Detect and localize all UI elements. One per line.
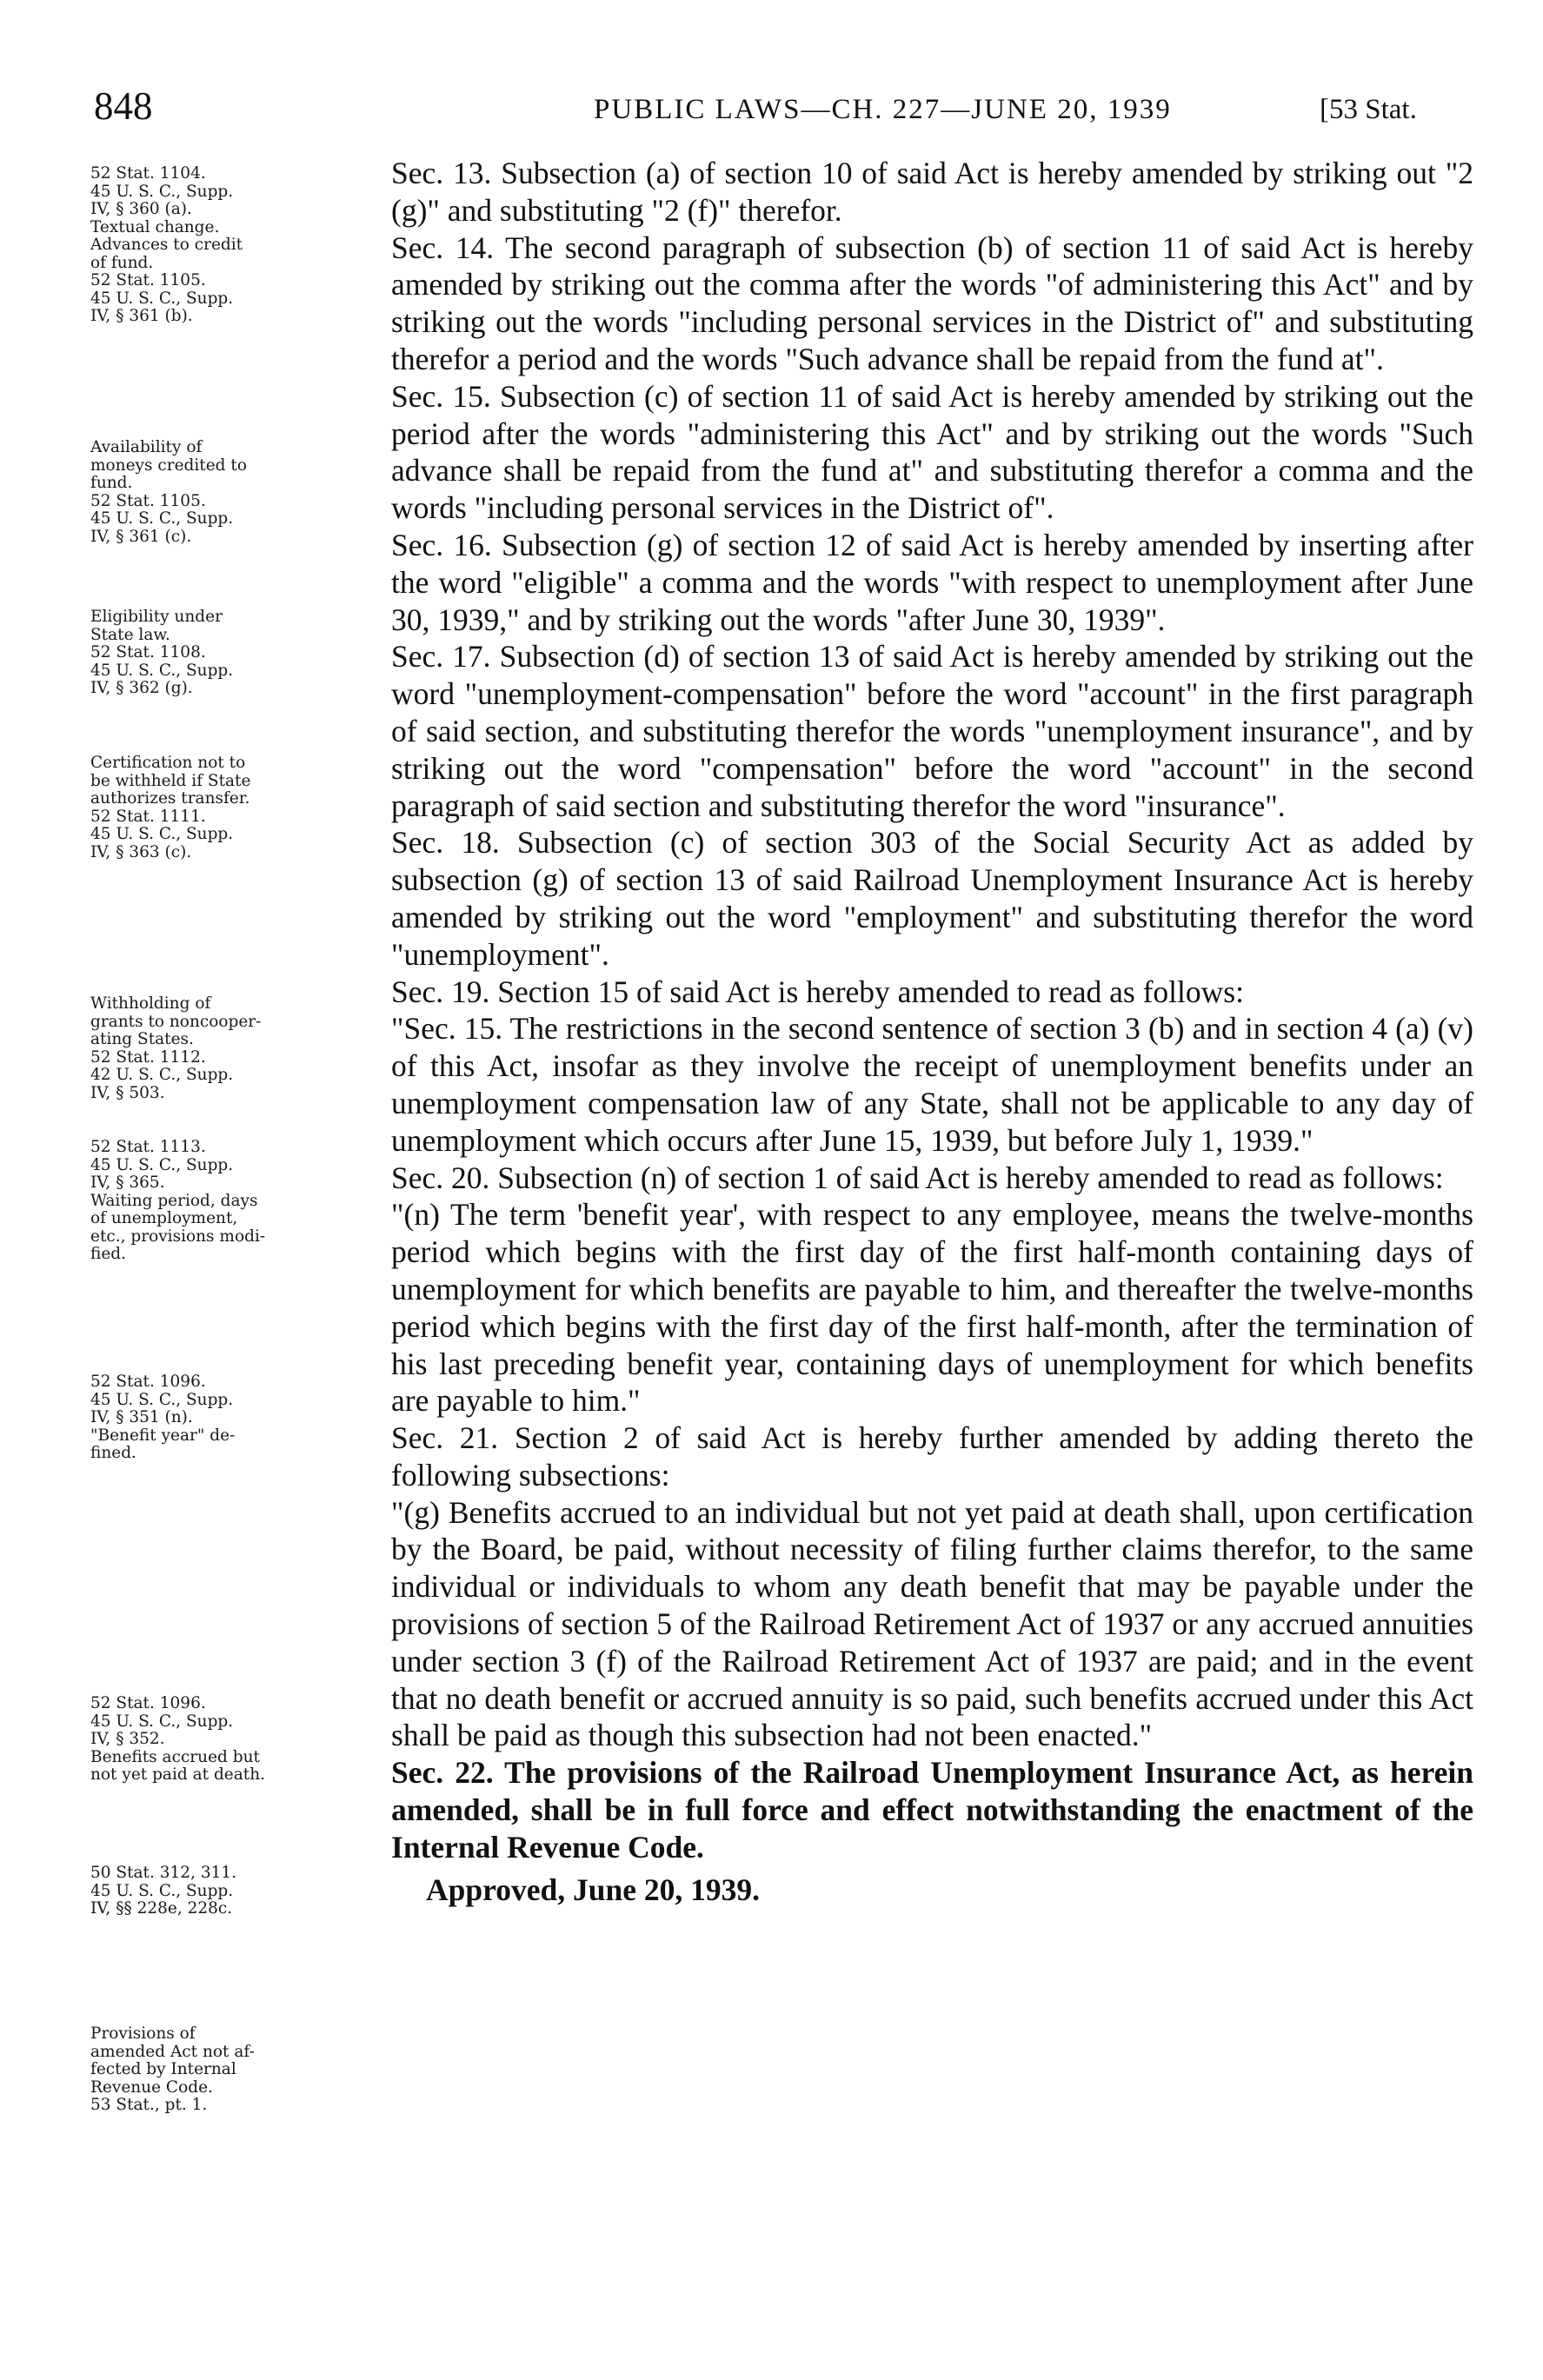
section-20-quote: "(n) The term 'benefit year', with respect to any employee, means the twelve-months period which begins with the first day of the first half-month containing days of unemployment for which benefits are payable to him, and thereafter the twelve-months period which begins with the first day of the first half-month, after the termination of his last preceding benefit year, containing days of unemployment for which benefits are payable to him." [391, 1197, 1473, 1419]
statute-body [391, 155, 1473, 1908]
margin-note: Certification not to be withheld if State authorizes transfer. 52 Stat. 1111. 45 U. S. C., Supp. IV, § 363 (c). [90, 754, 251, 861]
running-head-title: PUBLIC LAWS—CH. 227—JUNE 20, 1939 [594, 94, 1172, 125]
margin-note: 52 Stat. 1113. 45 U. S. C., Supp. IV, § 365. Waiting period, days of unemployment, etc., provisions modi- fied. [90, 1138, 266, 1263]
approval-line: Approved, June 20, 1939. [426, 1871, 760, 1907]
section-19: Sec. 19. Section 15 of said Act is hereby amended to read as follows: [391, 974, 1244, 1009]
section-14: Sec. 14. The second paragraph of subsection (b) of section 11 of said Act is hereby amended by striking out the comma after the words "of administering this Act" and by striking out the words "including personal services in the District of" and substituting therefor a period and the words "Such advance shall be repaid from the fund at". [391, 229, 1473, 376]
section-13: Sec. 13. Subsection (a) of section 10 of said Act is hereby amended by striking out "2 (g)" and substituting "2 (f)" therefor. [391, 156, 1473, 228]
section-18: Sec. 18. Subsection (c) of section 303 of the Social Security Act as added by subsection (g) of section 13 of said Railroad Unemployment Insurance Act is hereby amended by striking out the word "employment" and substituting therefor the word "unemployment". [391, 825, 1473, 972]
section-21: Sec. 21. Section 2 of said Act is hereby further amended by adding thereto the following subsections: [391, 1420, 1473, 1492]
section-17: Sec. 17. Subsection (d) of section 13 of said Act is hereby amended by striking out the word "unemployment-compensation" before the word "account" in the first paragraph of said section, and substituting therefor the words "unemployment insurance", and by striking out the word "compensation" before the word "account" in the second paragraph of said section and substituting therefor the word "insurance". [391, 639, 1473, 823]
page-number: 848 [94, 84, 153, 128]
margin-note: 50 Stat. 312, 311. 45 U. S. C., Supp. IV, §§ 228e, 228c. [90, 1864, 237, 1918]
margin-note: Provisions of amended Act not af- fected by Internal Revenue Code. 53 Stat., pt. 1. [90, 2024, 255, 2114]
margin-note: 52 Stat. 1096. 45 U. S. C., Supp. IV, § 351 (n). "Benefit year" de- fined. [90, 1373, 236, 1462]
margin-note: 52 Stat. 1104. 45 U. S. C., Supp. IV, § 360 (a). Textual change. Advances to credit of fund. 52 Stat. 1105. 45 U. S. C., Supp. IV, § 361 (b). [90, 164, 243, 325]
margin-note: Availability of moneys credited to fund. 52 Stat. 1105. 45 U. S. C., Supp. IV, § 361 (c). [90, 438, 247, 546]
section-20: Sec. 20. Subsection (n) of section 1 of said Act is hereby amended to read as follows: [391, 1160, 1444, 1195]
section-19-quote: "Sec. 15. The restrictions in the second sentence of section 3 (b) and in section 4 (a) (v) of this Act, insofar as they involve the receipt of unemployment benefits under an unemployment compensation law of any State, shall not be applicable to any day of unemployment which occurs after June 15, 1939, but before July 1, 1939." [391, 1011, 1473, 1158]
margin-note: Withholding of grants to noncooper- ating States. 52 Stat. 1112. 42 U. S. C., Supp. IV, § 503. [90, 994, 262, 1102]
margin-note: Eligibility under State law. 52 Stat. 1108. 45 U. S. C., Supp. IV, § 362 (g). [90, 608, 234, 697]
running-header [0, 83, 1543, 136]
margin-note: 52 Stat. 1096. 45 U. S. C., Supp. IV, § 352. Benefits accrued but not yet paid at death. [90, 1694, 265, 1784]
section-22: Sec. 22. The provisions of the Railroad Unemployment Insurance Act, as herein amended, shall be in full force and effect notwithstanding the enactment of the Internal Revenue Code. [391, 1755, 1473, 1865]
section-21-quote: "(g) Benefits accrued to an individual but not yet paid at death shall, upon certification by the Board, be paid, without necessity of filing further claims therefor, to the same individual or individuals to whom any death benefit that may be payable under the provisions of section 5 of the Railroad Retirement Act of 1937 or any accrued annuities under section 3 (f) of the Railroad Retirement Act of 1937 are paid; and in the event that no death benefit or accrued annuity is so paid, such benefits accrued under this Act shall be paid as though this subsection had not been enacted." [391, 1494, 1473, 1753]
volume-reference: [53 Stat. [1320, 94, 1417, 125]
section-16: Sec. 16. Subsection (g) of section 12 of said Act is hereby amended by inserting after the word "eligible" a comma and the words "with respect to unemployment after June 30, 1939," and by striking out the words "after June 30, 1939". [391, 527, 1473, 637]
section-15: Sec. 15. Subsection (c) of section 11 of said Act is hereby amended by striking out the period after the words "administering this Act" and by striking out the words "Such advance shall be repaid from the fund at" and substituting therefor a comma and the words "including personal services in the District of". [391, 378, 1473, 526]
